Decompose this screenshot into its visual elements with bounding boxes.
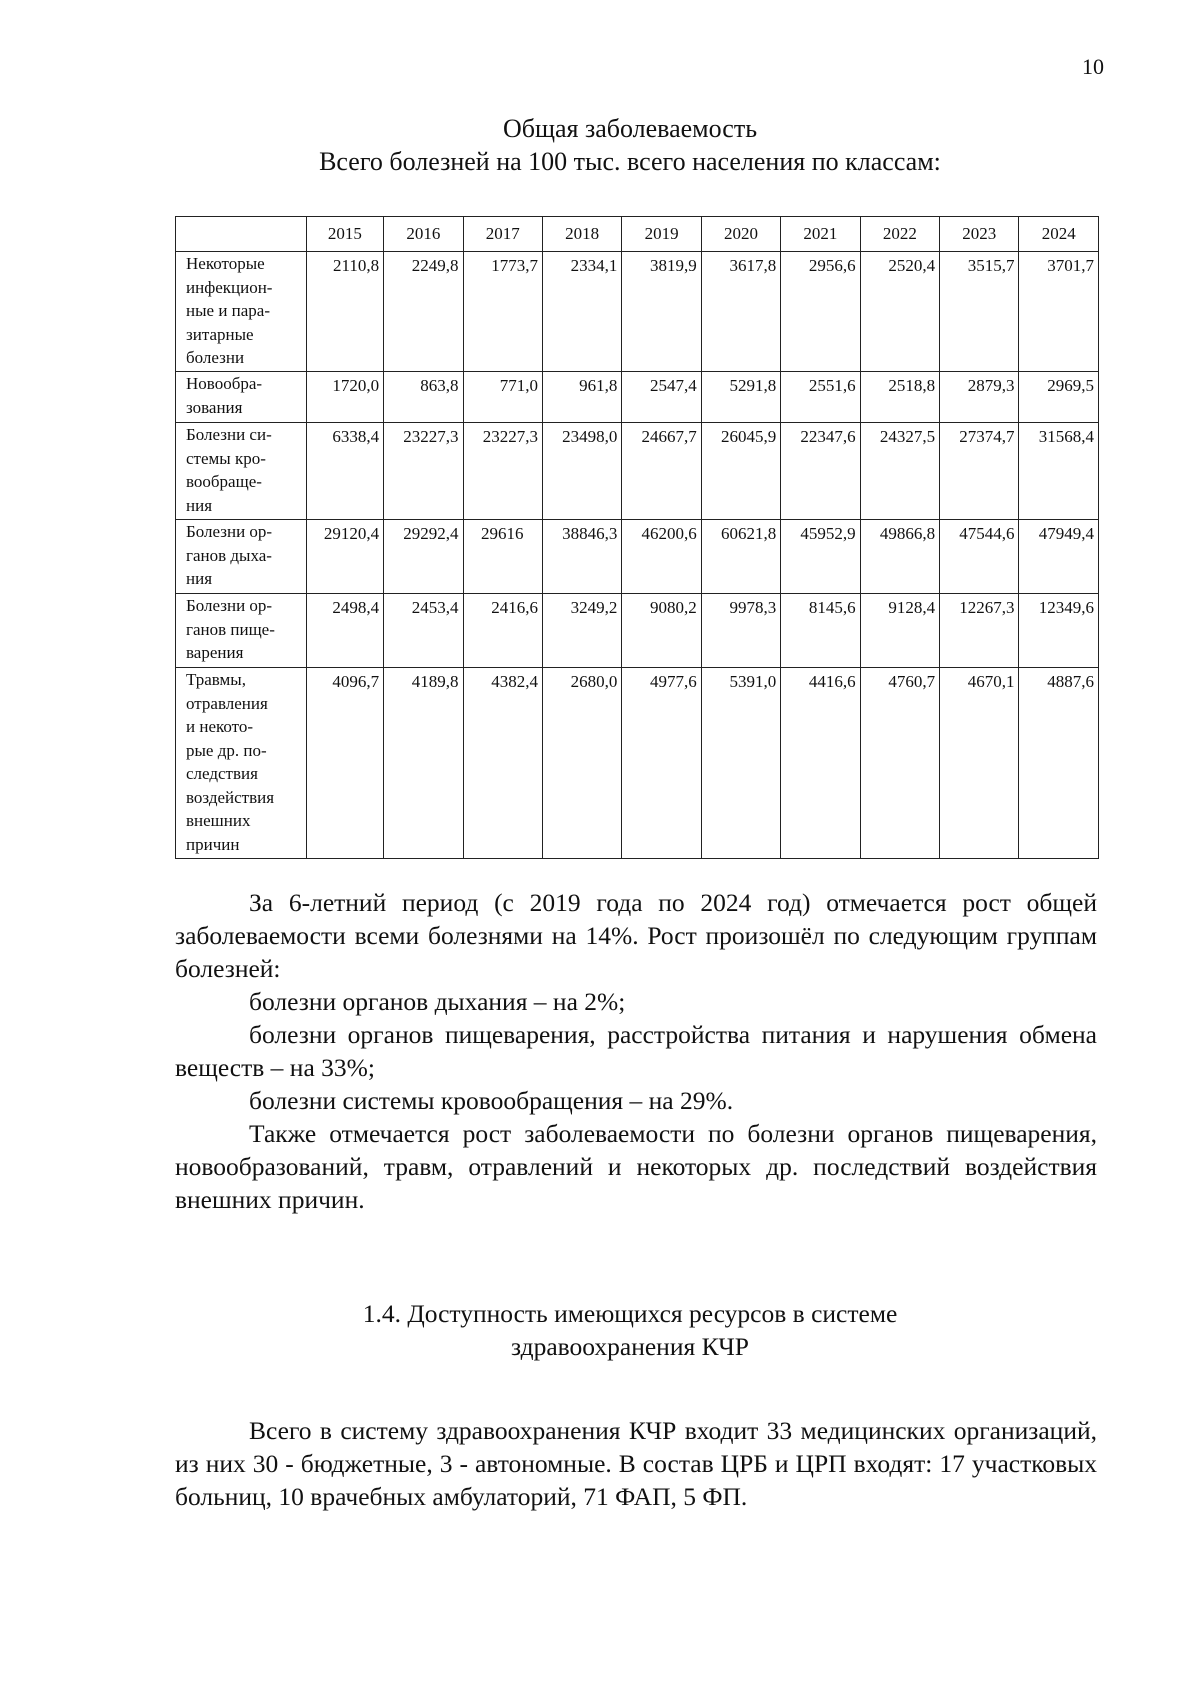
table-cell: 2680,0	[542, 668, 621, 859]
section-heading-line-1: 1.4. Доступность имеющихся ресурсов в системе	[362, 1299, 898, 1328]
table-cell: 27374,7	[940, 423, 1019, 520]
table-cell: 45952,9	[781, 520, 860, 594]
header-empty-cell	[176, 217, 307, 252]
table-cell: 2551,6	[781, 372, 860, 423]
table-cell: 2249,8	[384, 252, 463, 372]
section-heading-line-2: здравоохранения КЧР	[511, 1332, 749, 1361]
table-cell: 23227,3	[463, 423, 542, 520]
table-cell: 863,8	[384, 372, 463, 423]
table-cell: 4670,1	[940, 668, 1019, 859]
table-cell: 5391,0	[701, 668, 780, 859]
table-cell: 24667,7	[622, 423, 701, 520]
table-cell: 2879,3	[940, 372, 1019, 423]
title-line-2: Всего болезней на 100 тыс. всего населения по классам:	[319, 147, 941, 176]
header-year: 2024	[1019, 217, 1099, 252]
table-cell: 2334,1	[542, 252, 621, 372]
table-cell: 38846,3	[542, 520, 621, 594]
growth-item-circulatory: болезни системы кровообращения – на 29%.	[249, 1086, 734, 1115]
table-row	[176, 520, 1099, 594]
table-cell: 9128,4	[860, 594, 939, 668]
table-cell: 24327,5	[860, 423, 939, 520]
table-cell: 46200,6	[622, 520, 701, 594]
header-year: 2020	[701, 217, 780, 252]
table-cell: 12267,3	[940, 594, 1019, 668]
morbidity-table	[175, 216, 1099, 859]
header-year: 2019	[622, 217, 701, 252]
table-cell: 12349,6	[1019, 594, 1099, 668]
row-label: Новообра- зования	[176, 372, 307, 423]
table-cell: 4416,6	[781, 668, 860, 859]
table-cell: 3249,2	[542, 594, 621, 668]
table-row	[176, 594, 1099, 668]
table-row	[176, 372, 1099, 423]
table-cell: 2416,6	[463, 594, 542, 668]
table-cell: 1773,7	[463, 252, 542, 372]
table-cell: 4096,7	[306, 668, 383, 859]
table-cell: 3819,9	[622, 252, 701, 372]
table-cell: 961,8	[542, 372, 621, 423]
table-cell: 29616	[463, 520, 542, 594]
document-title	[0, 112, 1200, 178]
table-cell: 9978,3	[701, 594, 780, 668]
table-cell: 2518,8	[860, 372, 939, 423]
table-row	[176, 252, 1099, 372]
summary-paragraph: За 6-летний период (с 2019 года по 2024 год) отмечается рост общей заболеваемости всеми болезнями на 14%. Рост произошёл по следующим группам болезней:	[175, 888, 1097, 983]
table-cell: 26045,9	[701, 423, 780, 520]
analysis-text	[175, 886, 1097, 1216]
section-heading	[0, 1297, 1200, 1363]
title-line-1: Общая заболеваемость	[502, 114, 758, 143]
table-cell: 2969,5	[1019, 372, 1099, 423]
header-year: 2018	[542, 217, 621, 252]
table-cell: 5291,8	[701, 372, 780, 423]
table-cell: 1720,0	[306, 372, 383, 423]
table-cell: 8145,6	[781, 594, 860, 668]
header-year: 2023	[940, 217, 1019, 252]
row-label: Некоторые инфекцион- ные и пара- зитарные болезни	[176, 252, 307, 372]
table-cell: 47949,4	[1019, 520, 1099, 594]
table-cell: 29120,4	[306, 520, 383, 594]
table-row	[176, 668, 1099, 859]
table-header-row	[176, 217, 1099, 252]
table-cell: 2956,6	[781, 252, 860, 372]
table-cell: 4977,6	[622, 668, 701, 859]
row-label: Болезни ор- ганов пище- варения	[176, 594, 307, 668]
header-year: 2022	[860, 217, 939, 252]
section-paragraph: Всего в систему здравоохранения КЧР входит 33 медицинских организаций, из них 30 - бюджетные, 3 - автономные. В состав ЦРБ и ЦРП входят: 17 участковых больниц, 10 врачебных амбулаторий, 71 ФАП, 5 ФП.	[175, 1416, 1097, 1511]
table-cell: 4760,7	[860, 668, 939, 859]
table-cell: 3515,7	[940, 252, 1019, 372]
row-label: Травмы, отравления и некото- рые др. по- следствия воздействия внешних причин	[176, 668, 307, 859]
table-cell: 22347,6	[781, 423, 860, 520]
table-cell: 771,0	[463, 372, 542, 423]
table-cell: 2453,4	[384, 594, 463, 668]
table-cell: 2498,4	[306, 594, 383, 668]
table-cell: 3701,7	[1019, 252, 1099, 372]
table-row	[176, 423, 1099, 520]
header-year: 2021	[781, 217, 860, 252]
table-cell: 47544,6	[940, 520, 1019, 594]
table-cell: 2110,8	[306, 252, 383, 372]
table-cell: 6338,4	[306, 423, 383, 520]
row-label: Болезни ор- ганов дыха- ния	[176, 520, 307, 594]
table-cell: 3617,8	[701, 252, 780, 372]
table-cell: 4887,6	[1019, 668, 1099, 859]
header-year: 2017	[463, 217, 542, 252]
section-body	[175, 1414, 1097, 1513]
row-label: Болезни си- стемы кро- вообраще- ния	[176, 423, 307, 520]
growth-item-respiratory: болезни органов дыхания – на 2%;	[249, 987, 626, 1016]
growth-item-digestive: болезни органов пищеварения, расстройства питания и нарушения обмена веществ – на 33%;	[175, 1020, 1097, 1082]
table-cell: 9080,2	[622, 594, 701, 668]
table-cell: 4189,8	[384, 668, 463, 859]
table-cell: 2520,4	[860, 252, 939, 372]
header-year: 2015	[306, 217, 383, 252]
table-cell: 31568,4	[1019, 423, 1099, 520]
page-number: 10	[1082, 54, 1104, 79]
table-cell: 2547,4	[622, 372, 701, 423]
table-cell: 4382,4	[463, 668, 542, 859]
header-year: 2016	[384, 217, 463, 252]
table-cell: 23498,0	[542, 423, 621, 520]
table-cell: 60621,8	[701, 520, 780, 594]
also-paragraph: Также отмечается рост заболеваемости по болезни органов пищеварения, новообразований, травм, отравлений и некоторых др. последствий воздействия внешних причин.	[175, 1119, 1097, 1214]
table-cell: 29292,4	[384, 520, 463, 594]
table-cell: 23227,3	[384, 423, 463, 520]
table-cell: 49866,8	[860, 520, 939, 594]
